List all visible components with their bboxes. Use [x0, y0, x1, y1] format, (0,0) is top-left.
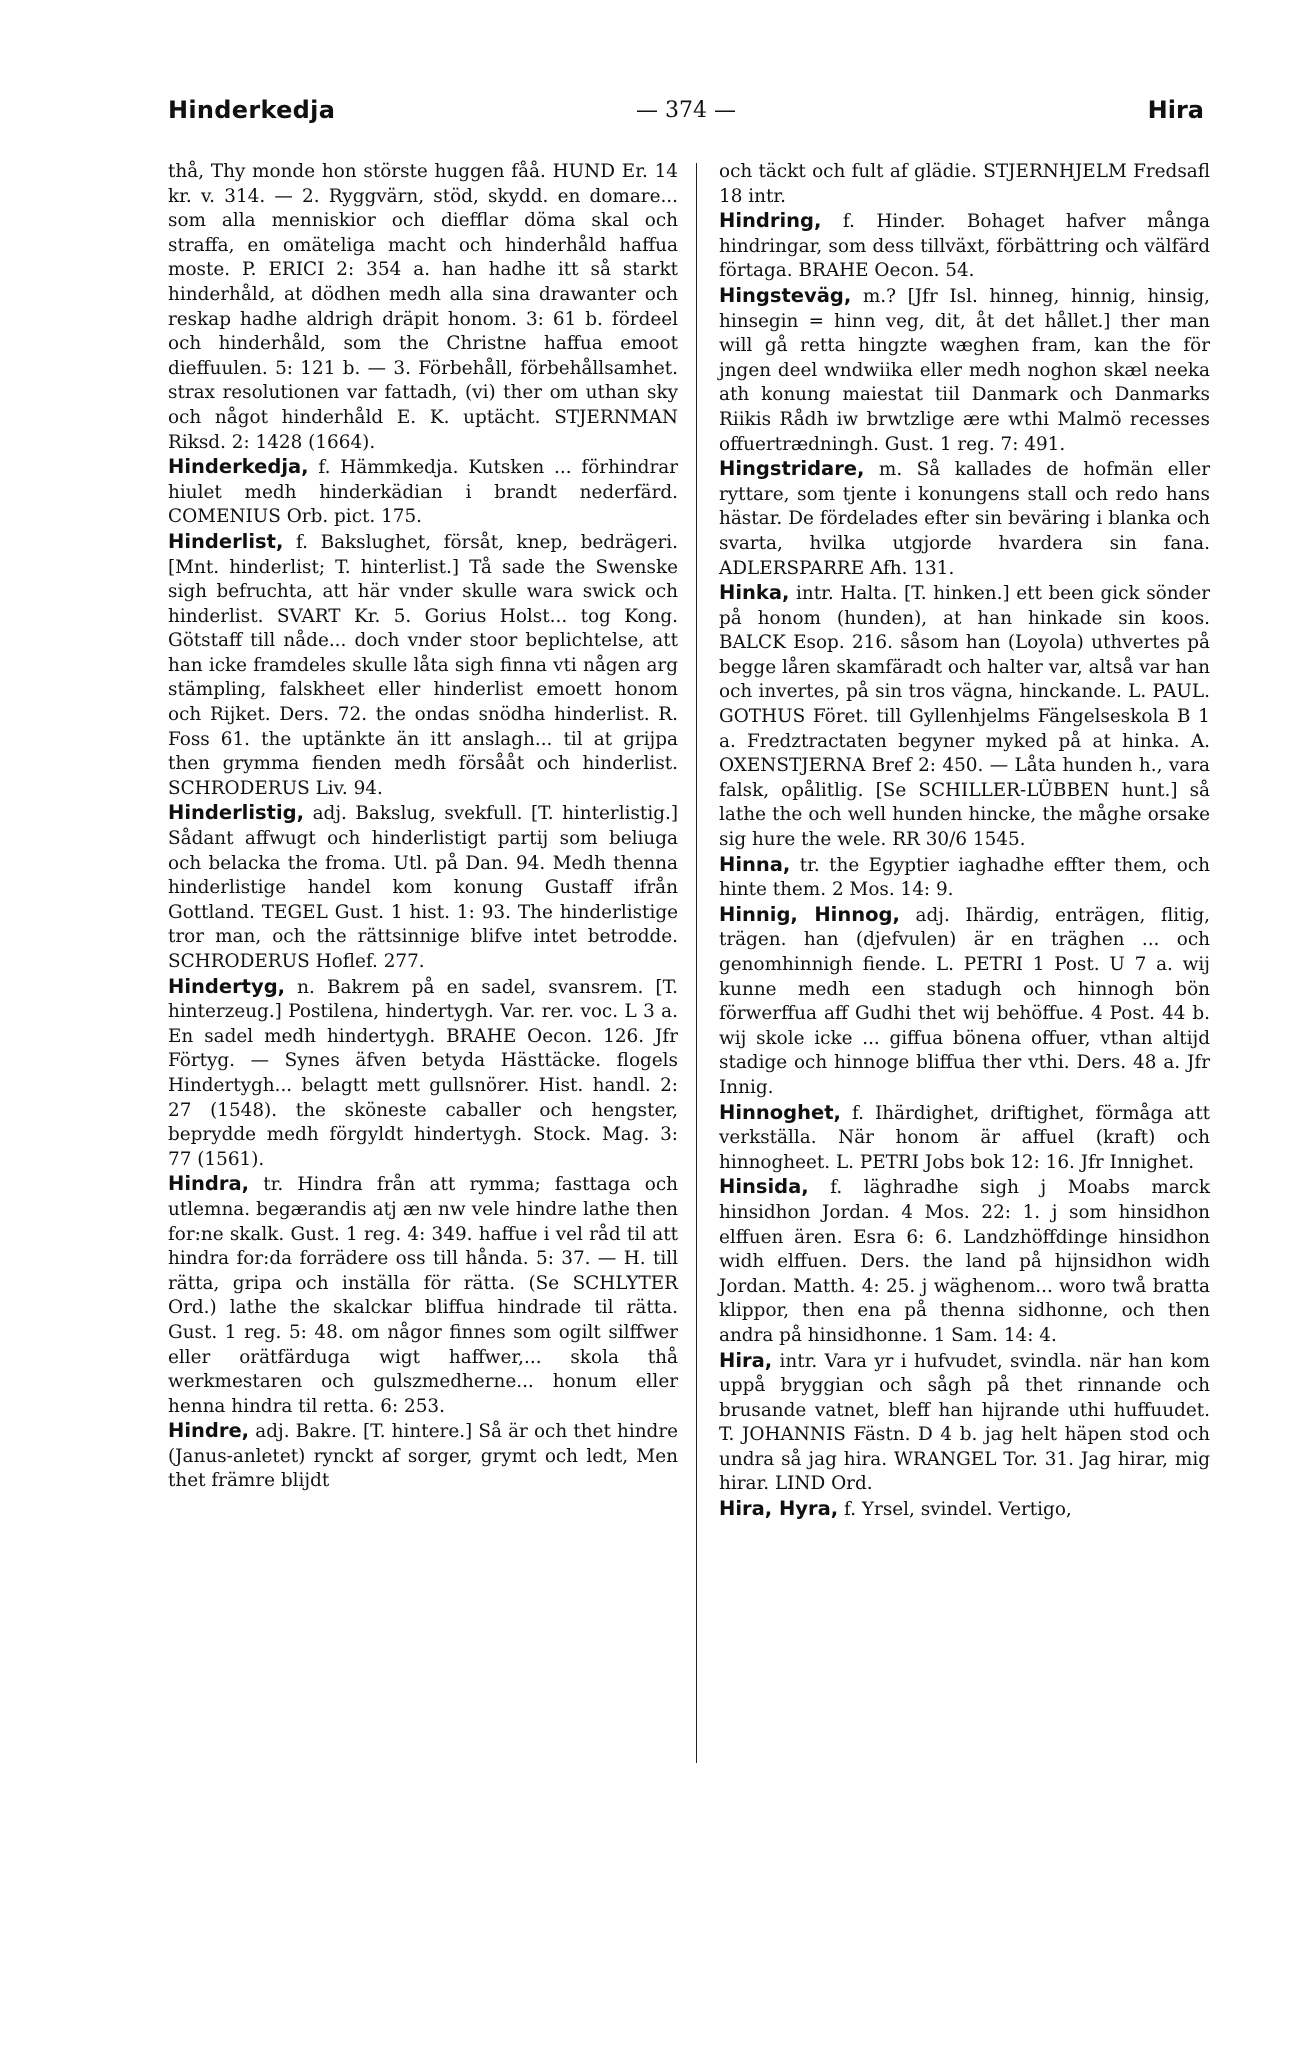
- headword: Hira, Hyra,: [719, 1497, 839, 1521]
- entry-hinka: [719, 581, 1210, 853]
- entry-continuation: [719, 160, 1210, 209]
- column-divider: [696, 163, 697, 1763]
- headword: Hindre,: [168, 1419, 250, 1443]
- entry-text: adj. Bakslug, svekfull. [T. hinterlistig.] Sådant affwugt och hinderlistigt partij som beliuga och belacka the froma. Utl. på Dan. 94. Medh thenna hinderlistige handel kom konung Gustaff ifrån Gottland. TEGEL Gust. 1 hist. 1: 93. The hinderlistige tror man, och the rättsinnige blifve intet betrodde. SCHRODERUS Hoflef. 277.: [168, 803, 678, 972]
- headword: Hingsteväg,: [719, 283, 852, 307]
- entry-text: tr. Hindra från att rymma; fasttaga och utlemna. begærandis atj æn nw vele hindre lathe then for:ne skalk. Gust. 1 reg. 4: 349. haffue i vel råd til att hindra for:da forrädere oss till hånda. 5: 37. — H. till rätta, gripa och inställa för rätta. (Se SCHLYTER Ord.) lathe the skalckar bliffua hindrade til rätta. Gust. 1 reg. 5: 48. om någor finnes som ogilt silffwer eller orätfärduga wigt haffwer,... skola thå werkmestaren och gulszmedherne... honum eller henna hindra til retta. 6: 253.: [168, 1174, 678, 1417]
- entry-hindring: [719, 209, 1210, 284]
- left-column: [168, 160, 678, 1494]
- entry-hingstridare: [719, 457, 1210, 581]
- entry-text: intr. Halta. [T. hinken.] ett been gick sönder på honom (hunden), at han hinkade sin koos. BALCK Esop. 216. såsom han (Loyola) uthvertes på begge låren skamfäradt och halter var, altså var han och invertes, på sin tros vägna, hinckande. L. PAUL. GOTHUS Föret. till Gyllenhjelms Fängelseskola B 1 a. Fredztractaten begyner myked på at hinka. A. OXENSTJERNA Bref 2: 450. — Låta hunden h., vara falsk, opålitlig. [Se SCHILLER-LÜBBEN hunt.] så lathe the och well hunden hincke, the måghe orsake sig hure the wele. RR 30/6 1545.: [719, 583, 1210, 851]
- entry-text: m. Så kallades de hofmän eller ryttare, som tjente i konungens stall och redo hans hästar. De fördelades efter sin beväring i blanka och svarta, hvilka utgjorde hvardera sin fana. ADLERSPARRE Afh. 131.: [719, 459, 1210, 579]
- entry-text: f. Hinder. Bohaget hafver många hindringar, som dess tillväxt, förbättring och välfärd förtaga. BRAHE Oecon. 54.: [719, 211, 1210, 282]
- entry-hingstevag: [719, 284, 1210, 457]
- entry-hira-noun: [719, 1497, 1210, 1523]
- headword: Hinsida,: [719, 1175, 809, 1199]
- entry-hira-verb: [719, 1349, 1210, 1498]
- entry-hinderlistig: [168, 801, 678, 974]
- entry-text: n. Bakrem på en sadel, svansrem. [T. hinterzeug.] Postilena, hindertygh. Var. rer. voc. L 3 a. En sadel medh hindertygh. BRAHE Oecon. 126. Jfr Förtyg. — Synes äfven betyda Hästtäcke. flogels Hindertygh... belagtt mett gullsnörer. Hist. handl. 2: 27 (1548). the sköneste caballer och hengster, beprydde medh förgyldt hindertygh. Stock. Mag. 3: 77 (1561).: [168, 976, 678, 1170]
- entry-text: m.? [Jfr Isl. hinneg, hinnig, hinsig, hinsegin = hinn veg, dit, åt det hållet.] ther man will gå retta hingzte wæghen fram, kan the för jngen deel wndwiika eller medh noghon skæl neeka ath konung maiestat tiil Danmark och Danmarks Riikis Rådh iw brwtzlige ære wthi Malmö recesses offuertrædningh. Gust. 1 reg. 7: 491.: [719, 285, 1210, 455]
- entry-hindre: [168, 1419, 678, 1494]
- entry-text: adj. Bakre. [T. hintere.] Så är och thet hindre (Janus-anletet) rynckt af sorger, grymt och ledt, Men thet främre blijdt: [168, 1421, 678, 1492]
- entry-text: f. Bakslughet, försåt, knep, bedrägeri. [Mnt. hinderlist; T. hinterlist.] Tå sade the Swenske sigh befruchta, att här vnder skulle wara swick och hinderlist. SVART Kr. 5. Gorius Holst... tog Kong. Götstaff till nåde... doch vnder stoor beplichtelse, att han icke framdeles skulle låta sigh finna vti någen arg stämpling, falskheet eller hinderlist emoett honom och Rijket. Ders. 72. the ondas snödha hinderlist. R. Foss 61. the uptänkte än itt anslagh... til at grijpa then grymma fienden medh försååt och hinderlist. SCHRODERUS Liv. 94.: [168, 531, 678, 799]
- headword: Hinderlistig,: [168, 801, 305, 825]
- entry-text: thå, Thy monde hon störste huggen fåå. HUND Er. 14 kr. v. 314. — 2. Ryggvärn, stöd, skydd. en domare... som alla menniskior och diefflar döma skal och straffa, en omäteliga macht och hinderhåld haffua moste. P. ERICI 2: 354 a. han hadhe itt så starkt hinderhåld, at dödhen medh alla sina drawanter och reskap hadhe aldrigh dräpit honom. 3: 61 b. fördeel och hinderhåld, som the Christne haffua emoot dieffuulen. 5: 121 b. — 3. Förbehåll, förbehållsamhet. strax resolutionen var fattadh, (vi) ther om uthan sky och något hinderhåld E. K. uptächt. STJERNMAN Riksd. 2: 1428 (1664).: [168, 161, 678, 453]
- entry-hinnig: [719, 903, 1210, 1101]
- headword: Hindring,: [719, 209, 822, 233]
- headword: Hinnoghet,: [719, 1100, 841, 1124]
- headword: Hindra,: [168, 1172, 250, 1196]
- headword: Hira,: [719, 1348, 773, 1372]
- header-last-entry: Hira: [1147, 96, 1204, 124]
- entry-text: adj. Ihärdig, enträgen, flitig, trägen. han (djefvulen) är en träghen ... och genomhinnigh fiende. L. PETRI 1 Post. U 7 a. wij kunne medh een stadugh och hinnogh bön förwerffua aff Gudhi thet wij behöffue. 4 Post. 44 b. wij skole icke ... giffua bönena offuer, vthan altijd stadige och hinnoge bliffua ther vthi. Ders. 48 a. Jfr Innig.: [719, 904, 1210, 1098]
- entry-text: f. Ihärdighet, driftighet, förmåga att verkställa. När honom är affuel (kraft) och hinnogheet. L. PETRI Jobs bok 12: 16. Jfr Innighet.: [719, 1102, 1210, 1173]
- headword: Hindertyg,: [168, 974, 286, 998]
- headword: Hinderlist,: [168, 529, 284, 553]
- entry-hindertyg: [168, 975, 678, 1173]
- entry-text: f. Yrsel, svindel. Vertigo,: [838, 1499, 1072, 1521]
- entry-text: intr. Vara yr i hufvudet, svindla. när han kom uppå bryggian och sågh på thet rinnande och brusande vatnet, bleff han hijrande uthi huffuudet. T. JOHANNIS Fästn. D 4 b. jag helt häpen stod och undra så jag hira. WRANGEL Tor. 31. Jag hirar, mig hirar. LIND Ord.: [719, 1350, 1210, 1495]
- entry-continuation: [168, 160, 678, 455]
- entry-text: f. Hämmkedja. Kutsken ... förhindrar hiulet medh hinderkädian i brandt nederfärd. COMENIUS Orb. pict. 175.: [168, 457, 678, 528]
- entry-hinsida: [719, 1175, 1210, 1348]
- headword: Hinka,: [719, 581, 790, 605]
- entry-hinna: [719, 853, 1210, 903]
- page-header: [168, 96, 1204, 136]
- headword: Hinna,: [719, 852, 791, 876]
- entry-hinnoghet: [719, 1101, 1210, 1176]
- headword: Hingstridare,: [719, 457, 865, 481]
- right-column: [719, 160, 1210, 1523]
- entry-text: tr. the Egyptier iaghadhe effter them, och hinte them. 2 Mos. 14: 9.: [719, 854, 1210, 901]
- headword: Hinnig, Hinnog,: [719, 902, 900, 926]
- header-first-entry: Hinderkedja: [168, 96, 336, 124]
- entry-text: f. läghradhe sigh j Moabs marck hinsidhon Jordan. 4 Mos. 22: 1. j som hinsidhon elffuen ären. Esra 6: 6. Landzhöffdinge hinsidhon widh elffuen. Ders. the land på hijnsidhon widh Jordan. Matth. 4: 25. j wäghenom... woro twå bratta klippor, then ena på thenna sidhonne, och then andra på hinsidhonne. 1 Sam. 14: 4.: [719, 1177, 1210, 1346]
- entry-hindra: [168, 1172, 678, 1419]
- entry-hinderlist: [168, 530, 678, 802]
- page-number: — 374 —: [636, 98, 736, 123]
- entry-hinderkedja: [168, 455, 678, 530]
- entry-text: och täckt och fult af glädie. STJERNHJELM Fredsafl 18 intr.: [719, 161, 1210, 207]
- headword: Hinderkedja,: [168, 455, 309, 479]
